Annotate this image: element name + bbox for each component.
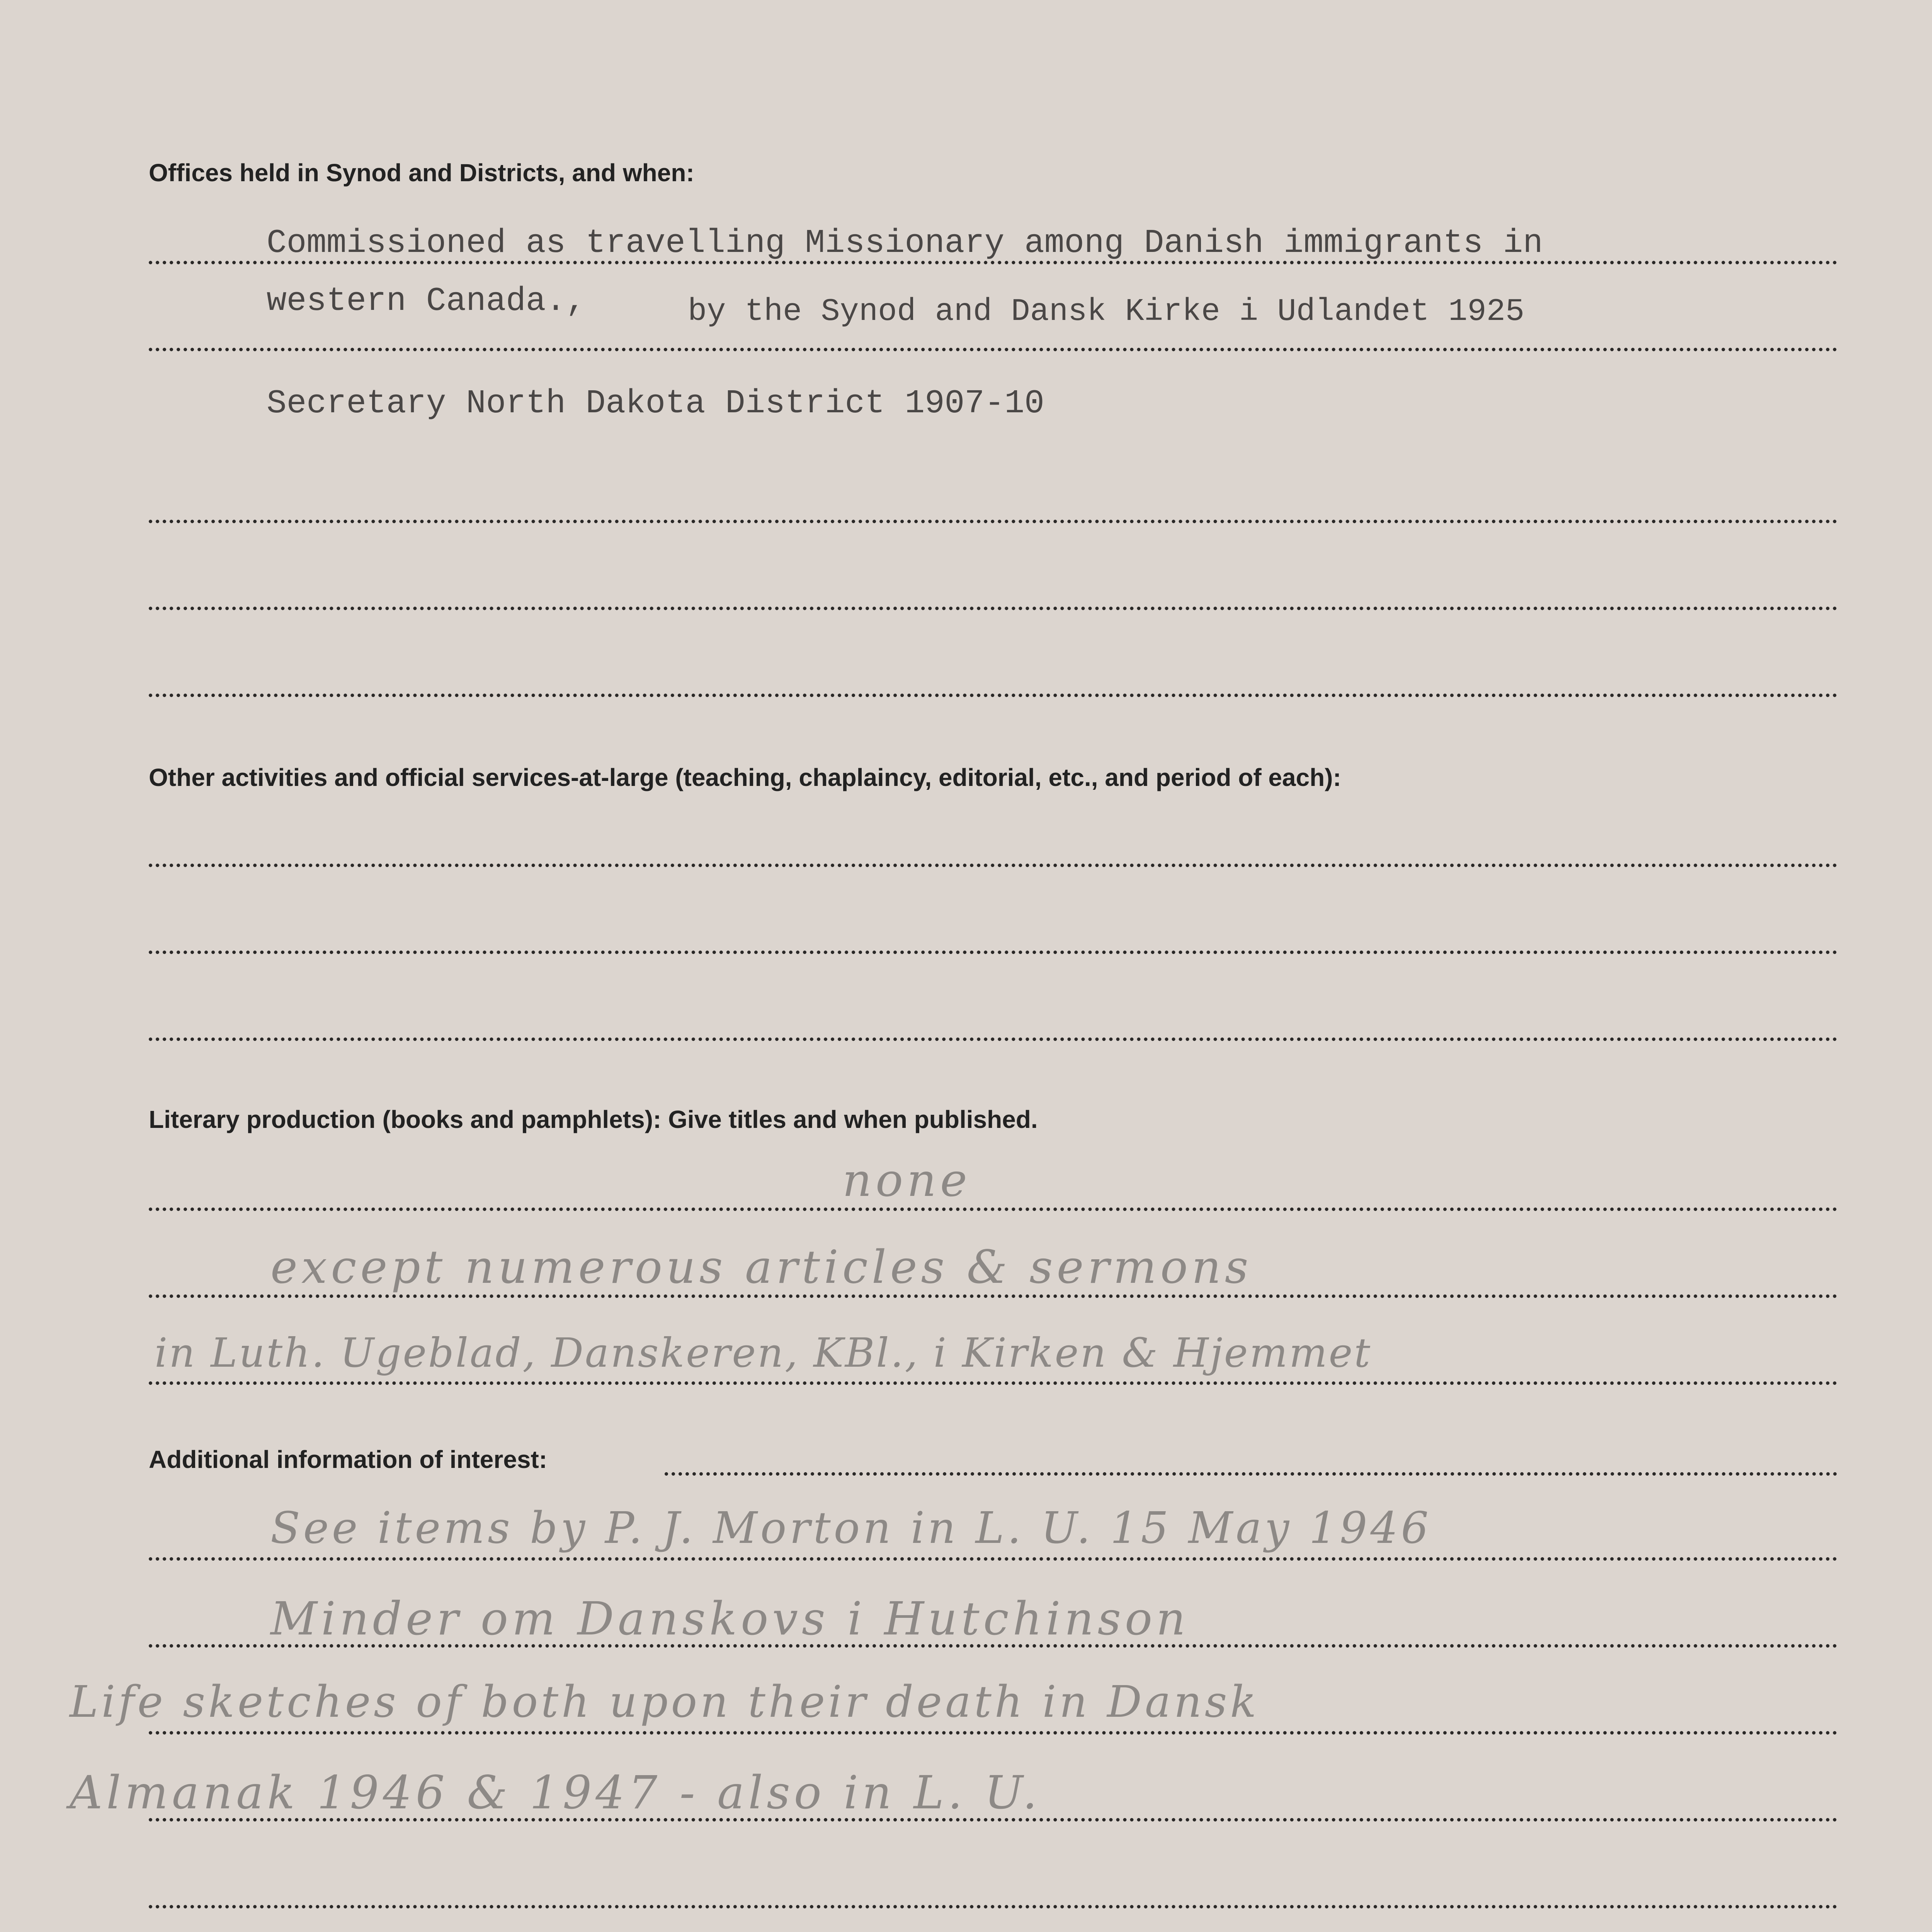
offices-entry-1: Commissioned as travelling Missionary among Danish immigrants in [267, 224, 1543, 262]
offices-entry-2b: by the Synod and Dansk Kirke i Udlandet 1925 [688, 294, 1525, 330]
additional-entry-1: See items by P. J. Morton in L. U. 15 May 1946 [270, 1503, 1432, 1553]
offices-line-3 [149, 520, 1837, 523]
additional-line-3 [149, 1731, 1837, 1735]
other-activities-line-1 [149, 864, 1837, 867]
literary-line-3 [149, 1381, 1837, 1385]
literary-entry-2: except numerous articles & sermons [270, 1240, 1252, 1294]
literary-label: Literary production (books and pamphlets): Give titles and when published. [149, 1105, 1038, 1133]
offices-entry-3: Secretary North Dakota District 1907-10 [267, 384, 1044, 422]
additional-line-0 [665, 1472, 1837, 1476]
additional-entry-4: Almanak 1946 & 1947 - also in L. U. [70, 1766, 1041, 1819]
additional-line-5 [149, 1905, 1837, 1908]
other-activities-label: Other activities and official services-at-large (teaching, chaplaincy, editorial, etc., and period of each): [149, 764, 1341, 791]
additional-line-1 [149, 1557, 1837, 1561]
offices-entry-2a: western Canada., [267, 282, 586, 320]
literary-line-1 [149, 1208, 1837, 1211]
other-activities-line-3 [149, 1037, 1837, 1041]
offices-line-4 [149, 607, 1837, 610]
additional-entry-2: Minder om Danskovs i Hutchinson [270, 1592, 1190, 1645]
additional-label: Additional information of interest: [149, 1446, 548, 1473]
literary-entry-1: none [842, 1153, 971, 1207]
offices-label: Offices held in Synod and Districts, and when: [149, 159, 694, 187]
literary-line-2 [149, 1294, 1837, 1298]
other-activities-line-2 [149, 951, 1837, 954]
literary-entry-3: in Luth. Ugeblad, Danskeren, KBl., i Kirken & Hjemmet [155, 1329, 1372, 1376]
offices-line-2 [149, 348, 1837, 351]
offices-line-5 [149, 694, 1837, 697]
additional-entry-3: Life sketches of both upon their death in Dansk [70, 1677, 1260, 1727]
